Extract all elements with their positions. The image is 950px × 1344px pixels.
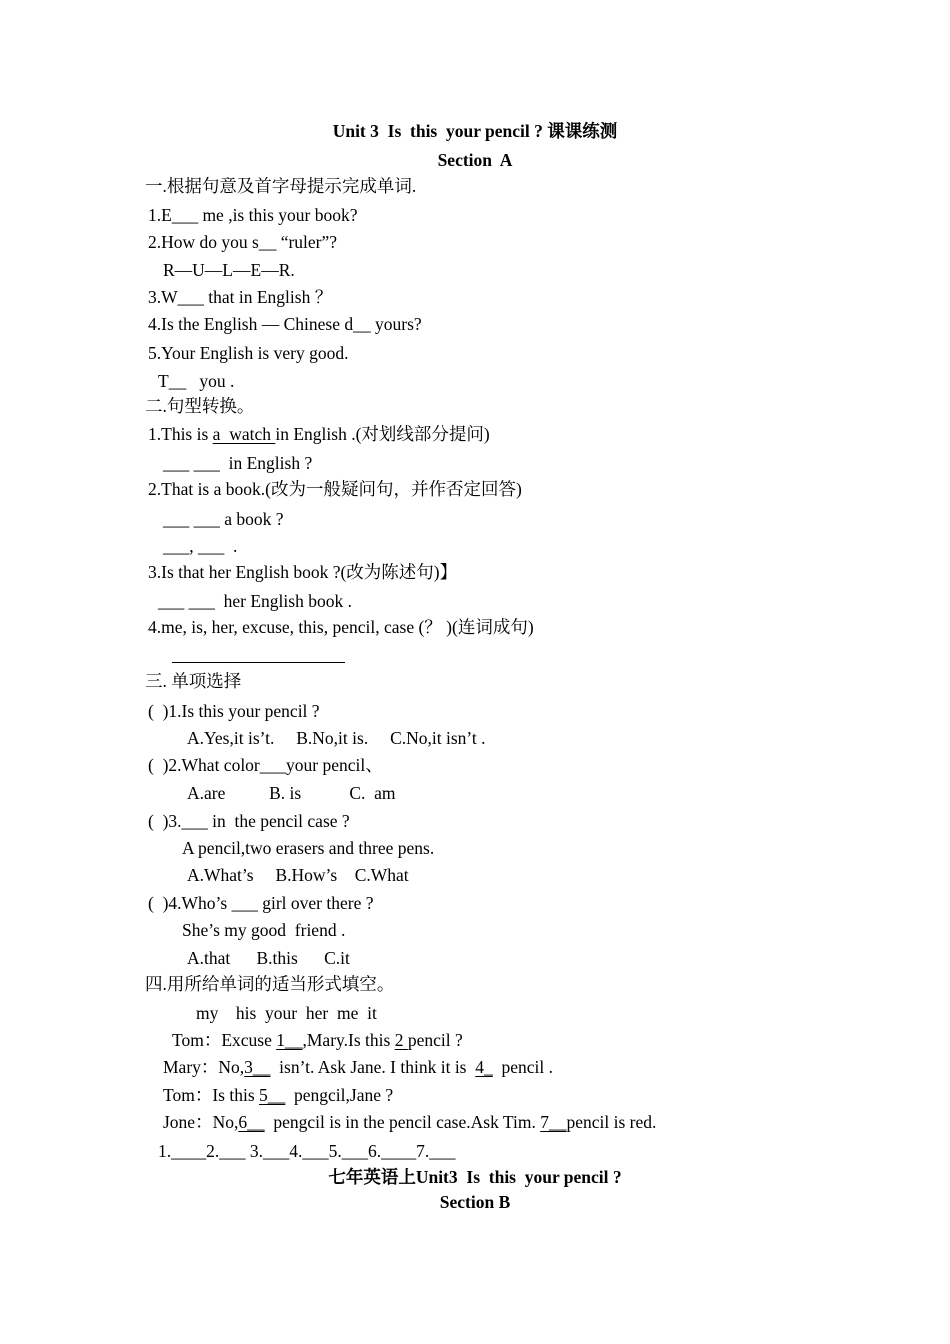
part1-q2-spelling: R—U—L—E—R. [163,260,295,280]
part4-answer-blanks: 1.____2.___ 3.___4.___5.___6.____7.___ [158,1141,456,1161]
part2-q1-pre: 1.This is [148,424,213,444]
part2-q2: 2.That is a book.(改为一般疑问句，并作否定回答) [148,479,522,499]
part3-q1-options: A.Yes,it is’t. B.No,it is. C.No,it isn’t . [187,728,486,748]
dialogue-text: pencil . [492,1057,554,1077]
part4-dialogue-line-3 [163,1084,393,1106]
part2-q3: 3.Is that her English book ?(改为陈述句)】 [148,562,458,582]
blank-2: 2 [394,1030,408,1050]
part1-q3: 3.W___ that in English ？ [148,287,333,307]
part3-q4-options: A.that B.this C.it [187,948,350,968]
part3-q3: ( )3.___ in the pencil case ? [148,811,350,831]
section-a-heading: Section A [437,150,513,170]
part4-dialogue-line-2 [163,1056,553,1078]
part4-dialogue-line-1 [172,1029,463,1051]
speaker-jone: Jone：No, [163,1112,239,1132]
part3-q4-response: She’s my good friend . [182,920,346,940]
dialogue-text: isn’t. Ask Jane. I think it is [270,1057,476,1077]
part1-q5: 5.Your English is very good. [148,343,349,363]
part3-q2-options: A.are B. is C. am [187,783,396,803]
part1-q5-response: T__ you . [158,371,235,391]
dialogue-text: ,Mary.Is this [302,1030,395,1050]
part3-q1: ( )1.Is this your pencil ? [148,701,320,721]
part3-heading: 三. 单项选择 [145,671,242,691]
dialogue-text: pengcil is in the pencil case.Ask Tim. [264,1112,541,1132]
part1-q4: 4.Is the English — Chinese d__ yours? [148,314,422,334]
title-section-a: Unit 3 Is this your pencil ? 课课练测 [332,121,618,141]
answer-blank-line [172,662,345,663]
dialogue-text: pencil is red. [566,1112,657,1132]
part2-q1 [148,423,490,445]
blank-1: 1__ [276,1030,303,1050]
part1-q2: 2.How do you s__ “ruler”? [148,232,338,252]
blank-5: 5__ [259,1085,286,1105]
blank-7: 7__ [540,1112,567,1132]
part3-q2: ( )2.What color___your pencil、 [148,755,383,775]
part2-q2-answer-reply: ___, ___ . [163,536,238,556]
part2-q4: 4.me, is, her, excuse, this, pencil, case (？ )(连词成句) [148,617,534,637]
speaker-mary: Mary：No, [163,1057,245,1077]
speaker-tom: Tom：Is this [163,1085,260,1105]
part2-q3-answer: ___ ___ her English book . [158,591,352,611]
part4-heading: 四.用所给单词的适当形式填空。 [145,974,395,994]
part1-q1: 1.E___ me ,is this your book? [148,205,358,225]
part4-dialogue-line-4 [163,1111,656,1133]
part3-q3-response: A pencil,two erasers and three pens. [182,838,435,858]
blank-3: 3__ [244,1057,271,1077]
title-section-b: 七年英语上Unit3 Is this your pencil ? [328,1167,622,1187]
dialogue-text: pencil ? [407,1030,463,1050]
part1-heading: 一.根据句意及首字母提示完成单词. [145,176,417,196]
blank-6: 6__ [238,1112,265,1132]
section-b-heading: Section B [439,1192,511,1212]
part2-q1-answer: ___ ___ in English ? [163,453,313,473]
dialogue-text: pengcil,Jane ? [285,1085,394,1105]
blank-4: 4_ [475,1057,493,1077]
part2-q2-answer-question: ___ ___ a book ? [163,509,284,529]
part2-q1-underlined: a watch [212,424,276,444]
part2-heading: 二.句型转换。 [145,396,255,416]
part3-q3-options: A.What’s B.How’s C.What [187,865,409,885]
speaker-tom: Tom：Excuse [172,1030,277,1050]
part4-word-bank: my his your her me it [196,1003,377,1023]
part3-q4: ( )4.Who’s ___ girl over there ? [148,893,374,913]
part2-q1-post: in English .(对划线部分提问) [275,424,490,444]
